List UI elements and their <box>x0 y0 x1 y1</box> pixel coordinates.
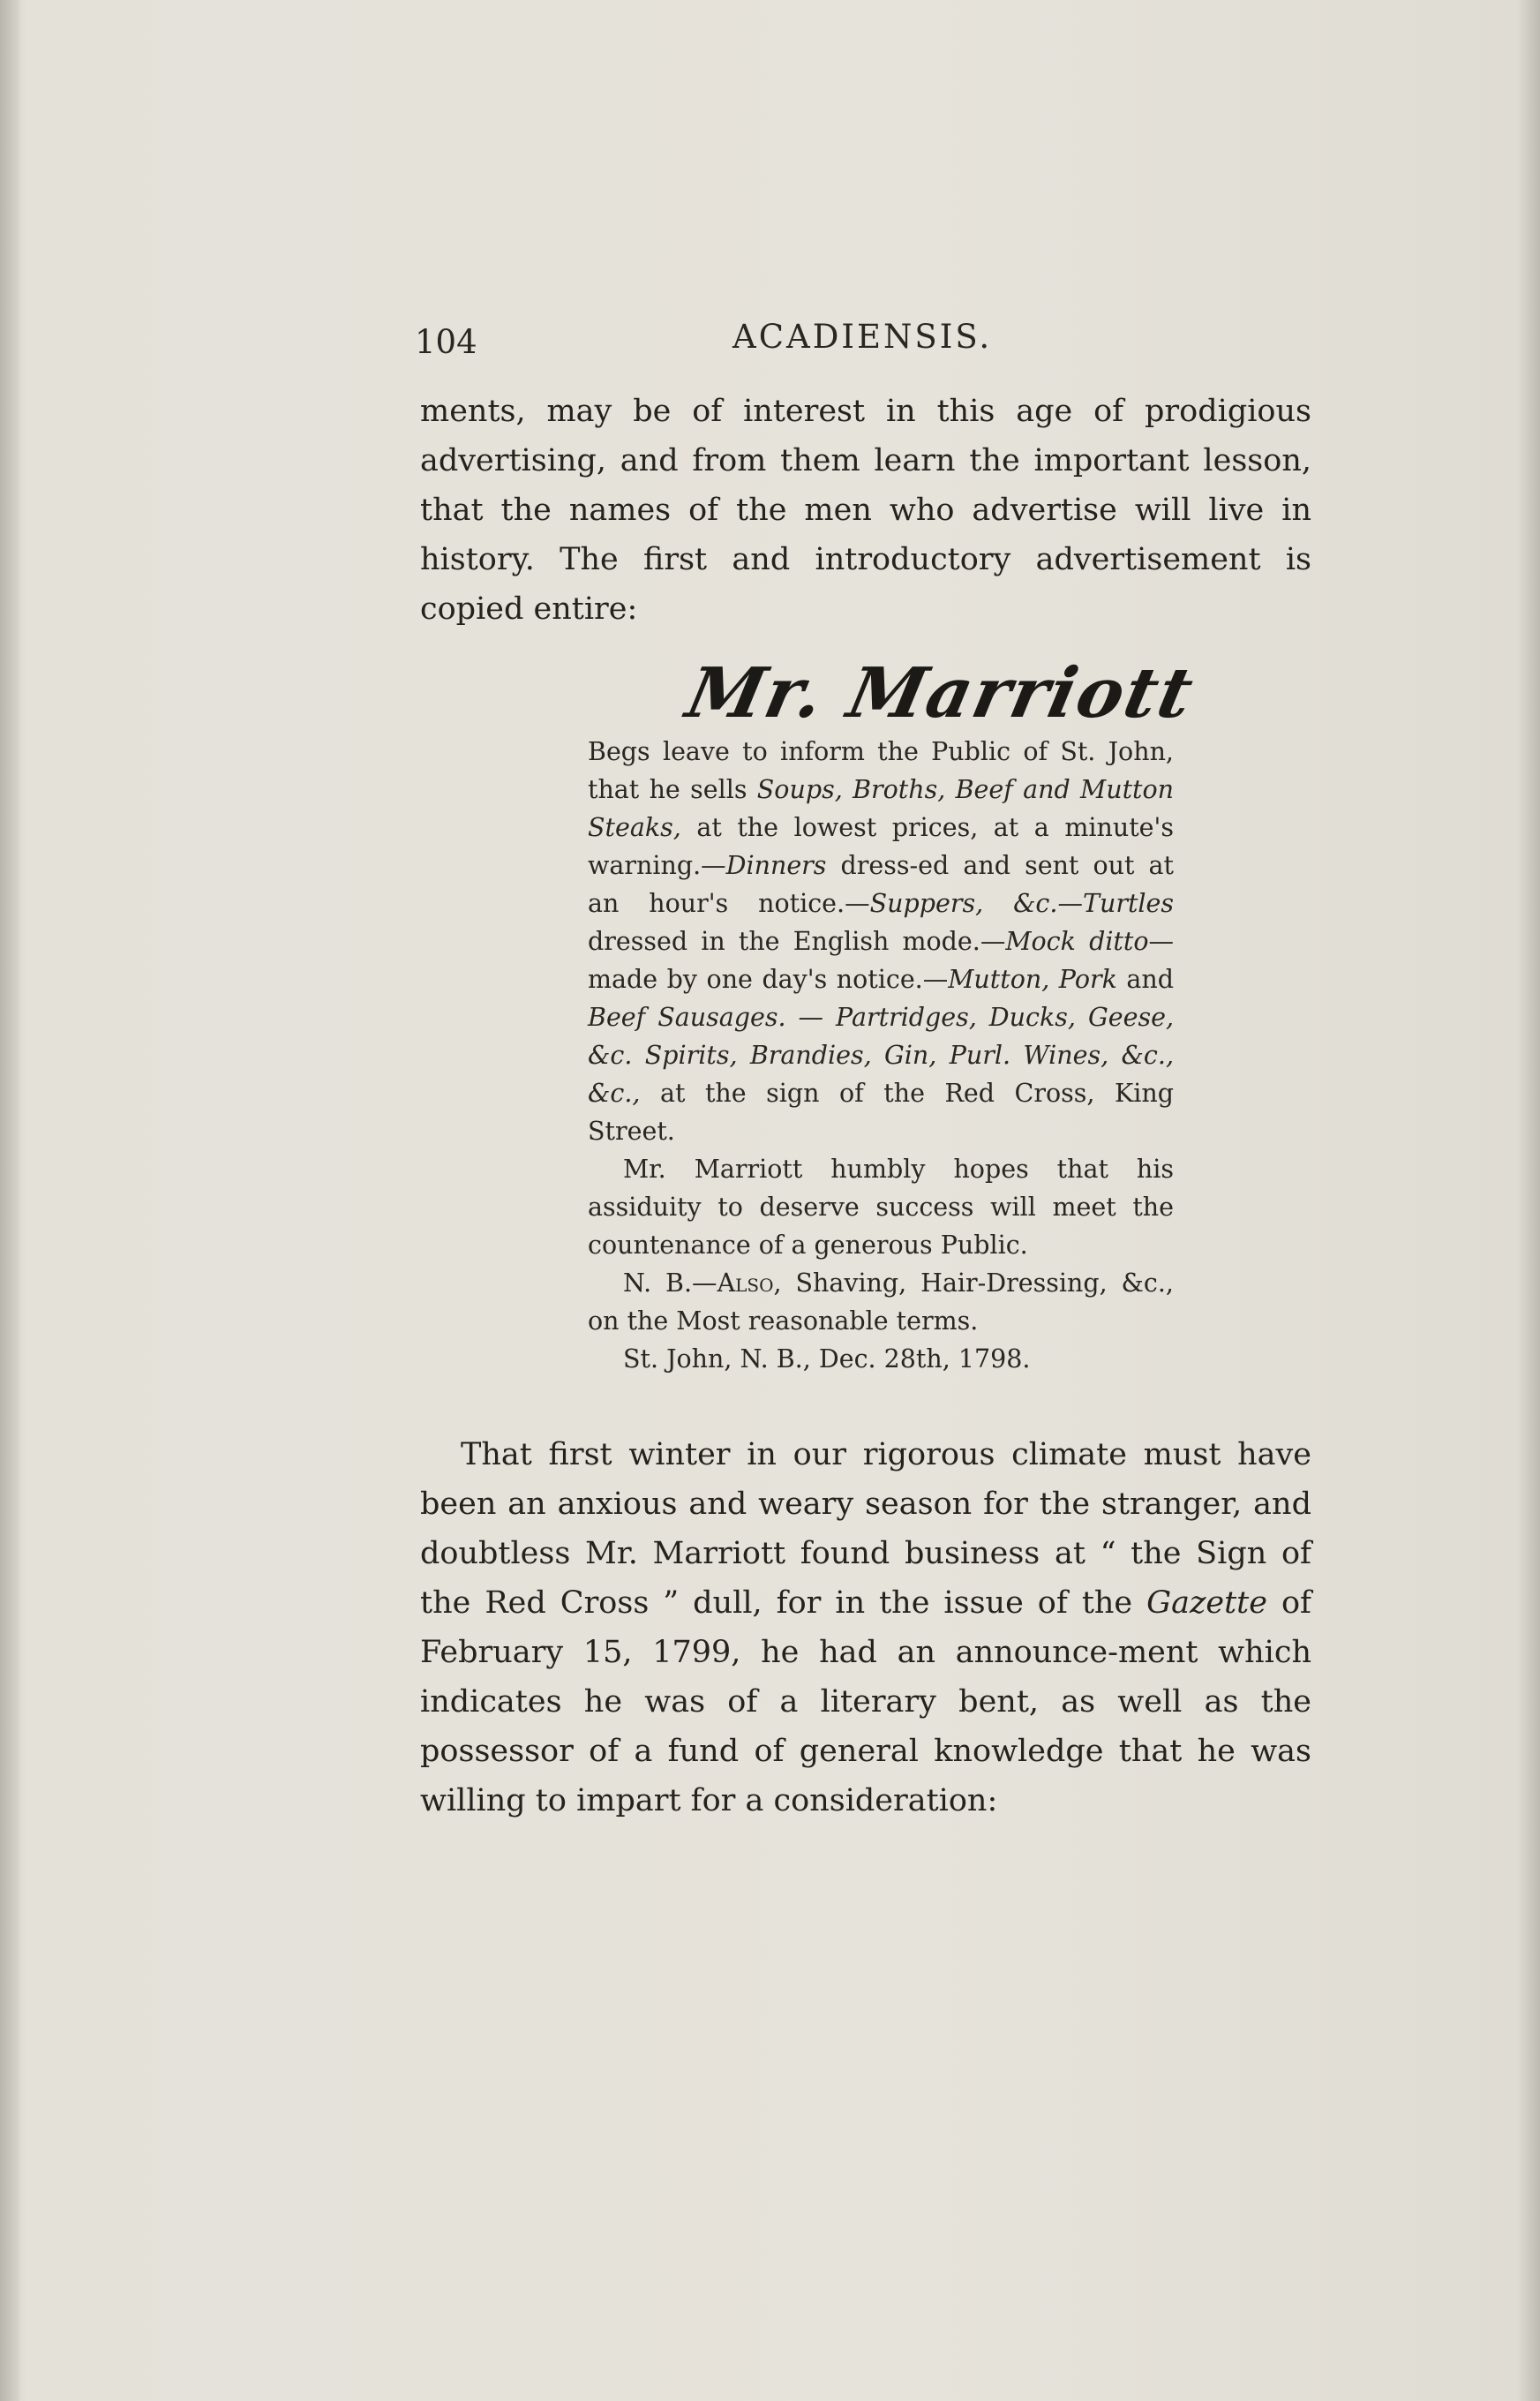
ad-text: —made by one day's notice.— <box>588 927 1174 994</box>
page-header <box>415 318 1306 371</box>
ad-italic-text: Mutton, Pork <box>948 965 1117 994</box>
running-title: ACADIENSIS. <box>732 318 993 356</box>
ad-italic-text: Beef Sausages. — Partridges, Ducks, Geese, &c. Spirits, Brandies, Gin, Purl. Wines, &c., &c., <box>588 1003 1174 1108</box>
ad-italic-text: &c.—Turtles <box>1013 889 1175 918</box>
ad-text: at the lowest prices, at a minute's warning.— <box>588 813 1174 880</box>
opening-paragraph <box>420 387 1311 634</box>
paragraph-text <box>420 1430 1311 1825</box>
ad-italic-text: Suppers, <box>869 889 984 918</box>
ad-small-caps-text: Also <box>717 1268 774 1298</box>
page-number: 104 <box>415 323 477 361</box>
advertisement-paragraph-1 <box>588 733 1174 1150</box>
ad-italic-text: Soups, Broths, Beef and Mutton Steaks, <box>588 775 1175 842</box>
ad-italic-text: Mock ditto <box>1005 927 1149 956</box>
ad-text: Begs leave to inform the Public of St. John, that he sells <box>588 737 1174 804</box>
ad-text: N. B.— <box>623 1268 717 1298</box>
ad-text: , Shaving, Hair-Dressing, &c., on the Most reasonable terms. <box>588 1268 1174 1336</box>
ad-text: at the sign of the Red Cross, King Street. <box>588 1079 1174 1146</box>
page-gutter-edge <box>0 0 19 2401</box>
ad-text <box>983 889 1013 918</box>
advertisement-block <box>588 733 1174 1378</box>
paragraph-text: ments, may be of interest in this age of prodigious advertising, and from them learn the important lesson, that the names of the men who advertise will live in history. The first and introductory advertisement is copied entire: <box>420 394 1311 627</box>
advertisement-signature: Mr. Marriott <box>680 653 1202 734</box>
paragraph-segment: That first winter in our rigorous climate must have been an anxious and weary season for the stranger, and doubtless Mr. Marriott found business at “ the Sign of the Red Cross ” dull, for in the issue of the <box>420 1437 1311 1621</box>
ad-italic-text: Dinners <box>725 851 827 880</box>
advertisement-dateline: St. John, N. B., Dec. 28th, 1798. <box>623 1344 1031 1374</box>
newspaper-title: Gazette <box>1146 1585 1267 1621</box>
ad-text: and <box>1116 965 1174 994</box>
ad-text: dress-ed and sent out at an hour's notice.— <box>588 851 1174 918</box>
page-right-shadow <box>1517 0 1540 2401</box>
ad-text: dressed in the English mode.— <box>588 927 1006 956</box>
closing-paragraph <box>420 1430 1311 1825</box>
advertisement-paragraph-2: Mr. Marriott humbly hopes that his assiduity to deserve success will meet the countenance of a generous Public. <box>588 1155 1174 1260</box>
advertisement-paragraph-3 <box>588 1264 1174 1340</box>
paragraph-segment: of February 15, 1799, he had an announce-ment which indicates he was of a literary bent, as well as the possessor of a fund of general knowledge that he was willing to impart for a consideration: <box>420 1585 1311 1818</box>
